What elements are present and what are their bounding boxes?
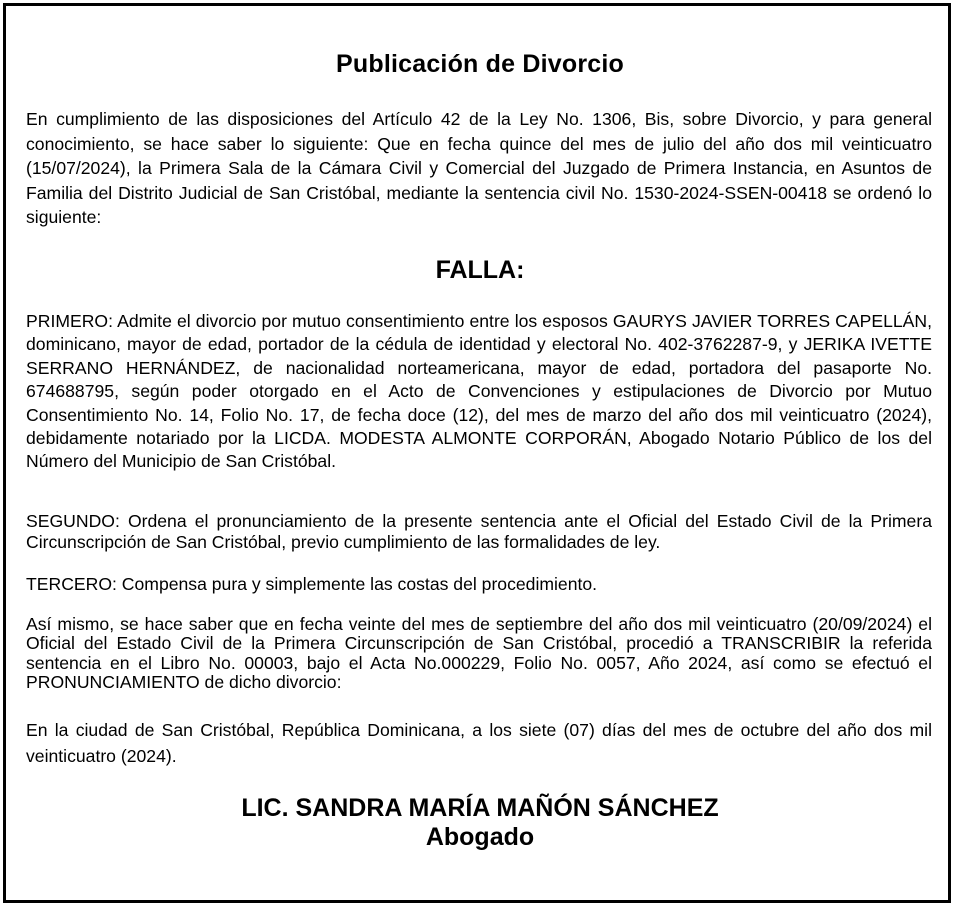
signature-role: Abogado	[425, 823, 535, 851]
falla-heading: FALLA:	[435, 256, 525, 284]
intro-paragraph: En cumplimiento de las disposiciones del Artículo 42 de la Ley No. 1306, Bis, sobre Divorcio, y para general conocimiento, se hace saber lo siguiente: Que en fecha quince del mes de julio del año dos mil veinticuatro (15/07/2024), la Primera Sala de la Cámara Civil y Comercial del Juzgado de Primera Instancia, en Asuntos de Familia del Distrito Judicial de San Cristóbal, mediante la sentencia civil No. 1530-2024-SSEN-00418 se ordenó lo siguiente:	[26, 109, 932, 228]
segundo-paragraph: SEGUNDO: Ordena el pronunciamiento de la presente sentencia ante el Oficial del Estado Civil de la Primera Circunscripción de San Cristóbal, previo cumplimiento de las formalidades de ley.	[26, 511, 932, 552]
primero-paragraph: PRIMERO: Admite el divorcio por mutuo consentimiento entre los esposos GAURYS JAVIER TORRES CAPELLÁN, dominicano, mayor de edad, portador de la cédula de identidad y electoral No. 402-3762287-9, y JERIKA IVETTE SERRANO HERNÁNDEZ, de nacionalidad norteamericana, mayor de edad, portadora del pasaporte No. 674688795, según poder otorgado en el Acto de Convenciones y estipulaciones de Divorcio por Mutuo Consentimiento No. 14, Folio No. 17, de fecha doce (12), del mes de marzo del año dos mil veinticuatro (2024), debidamente notariado por la LICDA. MODESTA ALMONTE CORPORÁN, Abogado Notario Público de los del Número del Municipio de San Cristóbal.	[26, 311, 932, 472]
notice-border	[3, 3, 951, 903]
asimismo-paragraph: Así mismo, se hace saber que en fecha veinte del mes de septiembre del año dos mil veinticuatro (20/09/2024) el Oficial del Estado Civil de la Primera Circunscripción de San Cristóbal, procedió a TRANSCRIBIR la referida sentencia en el Libro No. 00003, bajo el Acta No.000229, Folio No. 0057, Año 2024, así como se efectuó el PRONUNCIAMIENTO de dicho divorcio:	[26, 614, 932, 692]
signature-name: LIC. SANDRA MARÍA MAÑÓN SÁNCHEZ	[241, 794, 719, 822]
notice-title: Publicación de Divorcio	[336, 50, 624, 78]
closing-paragraph: En la ciudad de San Cristóbal, República Dominicana, a los siete (07) días del mes de octubre del año dos mil veinticuatro (2024).	[26, 720, 932, 766]
tercero-paragraph: TERCERO: Compensa pura y simplemente las costas del procedimiento.	[26, 574, 598, 594]
